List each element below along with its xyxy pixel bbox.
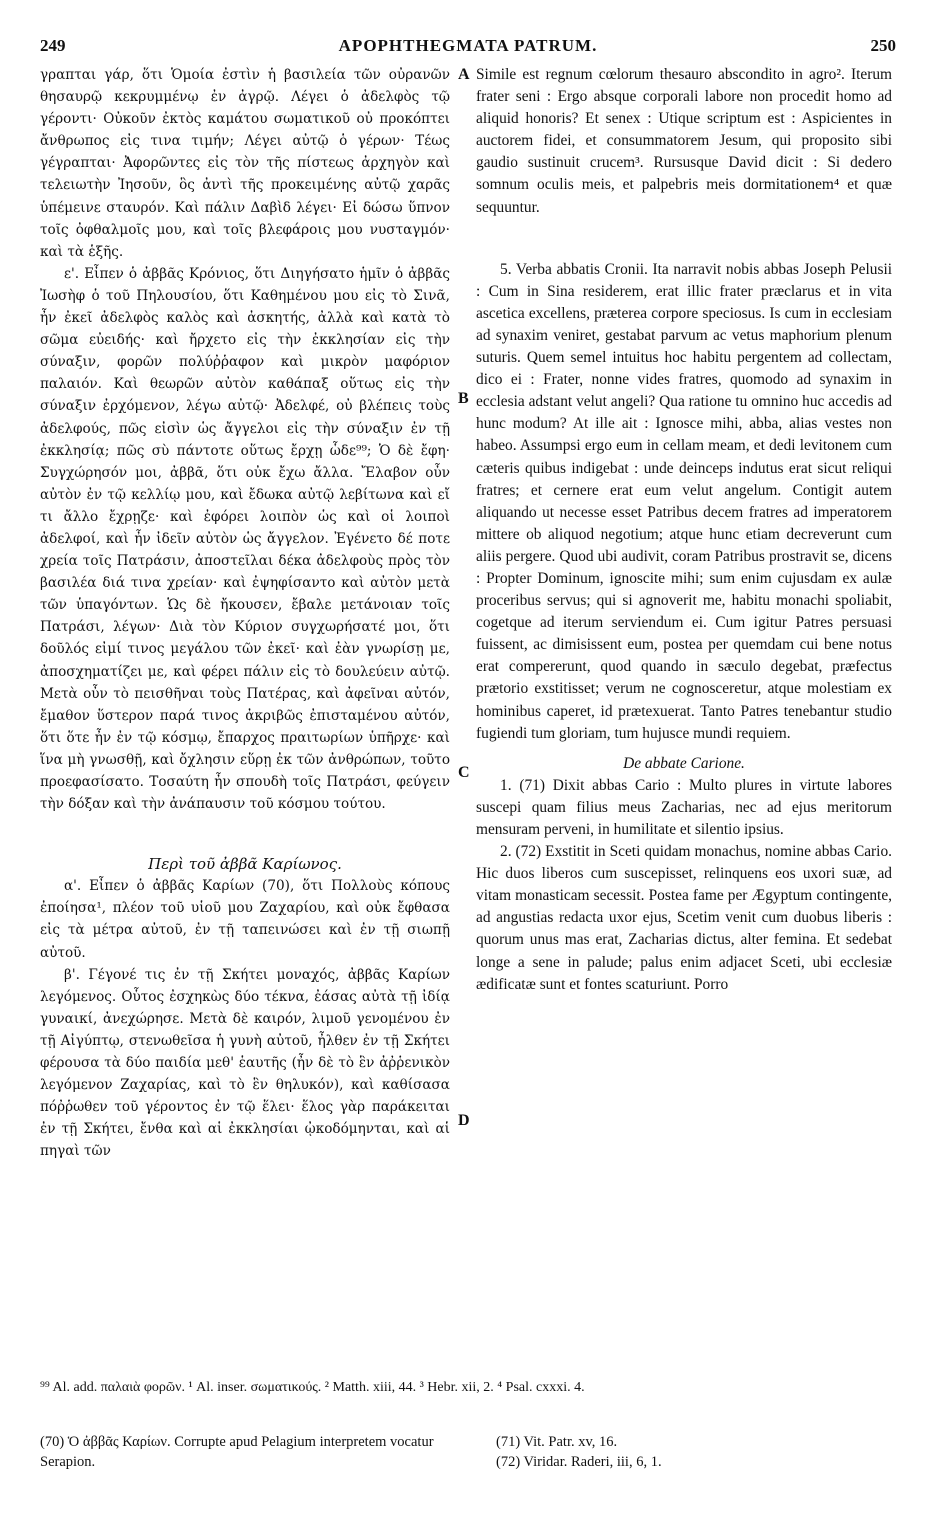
note-72: (72) Viridar. Raderi, iii, 6, 1. <box>496 1454 662 1470</box>
page-number-right: 250 <box>870 36 896 55</box>
greek-paragraph-4: β'. Γέγονέ τις ἐν τῇ Σκήτει μοναχός, ἀββᾶς Καρίων λεγόμενος. Οὗτος ἐσχηκὼς δύο τέκνα, ἐάσας αὐτὰ τῇ ἰδίᾳ γυναικί, ἀνεχώρησε. Μετὰ δὲ καιρόν, λιμοῦ γενομένου ἐν τῇ Αἰγύπτῳ, στενωθεῖσα ἡ γυνὴ αὐτοῦ, ἦλθεν ἐν τῇ Σκήτει φέρουσα τὰ δύο παιδία μεθ' ἑαυτῆς (ἦν δὲ τὸ ἓν ἀῤῥενικὸν λεγόμενον Ζαχαρίας, καὶ τὸ ἓν θηλυκόν), καὶ καθίσασα πόῤῥωθεν τοῦ γέροντος ἐν τῷ ἕλει· ἕλος γὰρ παράκειται ἐν τῇ Σκήτει, ἔνθα καὶ αἱ ἐκκλησίαι ᾠκοδόμηνται, καὶ αἱ πηγαὶ τῶν <box>40 966 450 1160</box>
notes-right <box>496 1432 896 1472</box>
latin-paragraph-2: 5. Verba abbatis Cronii. Ita narravit nobis abbas Joseph Pelusii : Cum in Sina residerem, erat illic frater præclarus et in vita ascetica excellens, præterea corpore speciosus. Is cum in ecclesiam ad synaxim veniret, gestabat parvum ac vetus maphorium plenum suturis. Quem semel intuitus hoc habitu pergentem ad collectam, dico ei : Frater, nonne vides fratres, quomodo ad synaxim in ecclesia adstant velut angeli? Qua ratione tu omnino huc accedis ad hunc modum? At ille ait : Ignosce mihi, abba, alias vestes non habeo. Assumpsi ergo eum in cellam meam, et dedi levitonem cum cæteris quibus indigebat : unde deinceps indutus erat sicut reliqui fratres; et cernere erat eum velut angelum. Contigit autem aliquando ut necesse esset Patribus decem fratres ad imperatorem mittere ob aliquod negotium; atque hunc etiam decreverunt cum aliis pergere. Quod ubi audivit, coram Patribus prostravit se, dicens : Propter Dominum, ignoscite mihi; sum enim cujusdam ex aulæ proceribus servus; qui si agnoverit me, habitu monachi spoliabit, cogetque ad iterum serviendum ei. Cum igitur Patres persuasi fuissent, ac dimisissent eum, postea per quemdam cui bene notus erat compererunt, quod quando in sæculo degebat, præfectus prætorio exstitisset; verum ne cognosceretur, atque molestiam ex hominibus caperet, id prætexuerat. Tanto Patres tenebantur studio fugiendi tum gloriam, tum hujusce mundi requiem. <box>476 260 892 742</box>
footnotes-line: ⁹⁹ Al. add. παλαιὰ φορῶν. ¹ Al. inser. σωματικούς. ² Matth. xiii, 44. ³ Hebr. xii, 2. ⁴ Psal. cxxxi. 4. <box>40 1380 585 1395</box>
margin-letter-b: B <box>458 390 469 407</box>
latin-paragraph-3: 1. (71) Dixit abbas Cario : Multo plures in virtute labores suscepi quam filius meus Zacharias, nec ad ejus meritorum mensuram perveni, in humilitate et silentio ipsius. <box>476 776 892 838</box>
page-number-left: 249 <box>40 36 66 55</box>
note-71: (71) Vit. Patr. xv, 16. <box>496 1434 618 1450</box>
running-title: APOPHTHEGMATA PATRUM. <box>338 36 598 55</box>
page-header <box>40 36 896 60</box>
greek-paragraph-3: α'. Εἶπεν ὁ ἀββᾶς Καρίων (70), ὅτι Πολλοὺς κόπους ἐποίησα¹, πλέον τοῦ υἱοῦ μου Ζαχαρίου, καὶ οὐκ ἔφθασα εἰς τὰ μέτρα αὐτοῦ, ἐν τῇ ταπεινώσει καὶ ἐν τῇ σιωπῇ αὐτοῦ. <box>40 878 450 961</box>
greek-paragraph-1: γραπται γάρ, ὅτι Ὁμοία ἐστὶν ἡ βασιλεία τῶν οὐρανῶν θησαυρῷ κεκρυμμένῳ ἐν ἀγρῷ. Λέγει ὁ ἀδελφὸς τῷ γέροντι· Οὐκοῦν ἐκτὸς καμάτου σωματικοῦ οὐ προκόπτει ἄνθρωπος εἰς τινα τιμήν; Λέγει αὐτῷ ὁ γέρων· Τέως γέγραπται· Ἀφορῶντες εἰς τὸν τῆς πίστεως ἀρχηγὸν καὶ τελειωτὴν Ἰησοῦν, ὃς ἀντὶ τῆς προκειμένης αὐτῷ χαρᾶς ὑπέμεινε σταυρόν. Καὶ πάλιν Δαβὶδ λέγει· Εἰ δώσω ὕπνον τοῖς ὀφθαλμοῖς μου, καὶ τοῖς βλεφάροις μου νυσταγμόν· καὶ τὰ ἑξῆς. <box>40 67 450 260</box>
notes-left <box>40 1432 460 1472</box>
margin-letter-c: C <box>458 764 470 781</box>
greek-paragraph-2: ε'. Εἶπεν ὁ ἀββᾶς Κρόνιος, ὅτι Διηγήσατο ἡμῖν ὁ ἀββᾶς Ἰωσὴφ ὁ τοῦ Πηλουσίου, ὅτι Καθημένου μου εἰς τὸ Σινᾶ, ἦν ἐκεῖ ἀδελφὸς καλὸς καὶ ἀσκητής, ἀλλὰ καὶ κατὰ τὸ σῶμα εὐειδής· καὶ ἤρχετο εἰς τὴν ἐκκλησίαν εἰς τὴν σύναξιν, φορῶν πολύῤῥαφον καὶ μικρὸν μαφόριον παλαιόν. Καὶ θεωρῶν αὐτὸν καθάπαξ οὕτως εἰς τὴν σύναξιν ἐρχόμενον, λέγω αὐτῷ· Ἀδελφέ, οὐ βλέπεις τοὺς ἀδελφούς, πῶς εἰσὶν ὡς ἄγγελοι εἰς τὴν σύναξιν ἐν τῇ ἐκκλησίᾳ; πῶς σὺ πάντοτε οὕτως ἔρχῃ ὧδε⁹⁹; Ὁ δὲ ἔφη· Συγχώρησόν μοι, ἀββᾶ, ὅτι οὐκ ἔχω ἄλλα. Ἔλαβον οὖν αὐτὸν ἐν τῷ κελλίῳ μου, καὶ ἔδωκα αὐτῷ λεβίτωνα καὶ εἴ τι ἄλλο ἔχρῃζε· καὶ ἐφόρει λοιπὸν ὡς καὶ οἱ λοιποὶ ἀδελφοί, καὶ ἦν ἰδεῖν αὐτὸν ὡς ἄγγελον. Ἐγένετο δέ ποτε χρεία τοῖς Πατράσιν, ἀποστεῖλαι δέκα ἀδελφοὺς πρὸς τὸν βασιλέα διά τινα χρείαν· καὶ ἐψηφίσαντο καὶ αὐτὸν μετὰ τῶν ὑπαγόντων. Ὡς δὲ ἤκουσεν, ἔβαλε μετάνοιαν τοῖς Πατράσι, λέγων· Διὰ τὸν Κύριον συγχωρήσατέ μοι, ὅτι δοῦλός εἰμί τινος μεγάλου τῶν ἐκεῖ· καὶ ἐὰν γνωρίσῃ με, ἀποσχηματίζει με, καὶ φέρει πάλιν εἰς τὸ δουλεύειν αὐτῷ. Μετὰ οὖν τὸ πεισθῆναι τοὺς Πατέρας, καὶ ἀφεῖναι αὐτόν, ἔμαθον ὕστερον παρά τινος ἀκριβῶς ἐπισταμένου αὐτόν, ὅτι ὅτε ἦν ἐν τῷ κόσμῳ, ἔπαρχος πραιτωρίων ὑπῆρχε· καὶ ἵνα μὴ γνωσθῇ, καὶ ὄχλησιν εὕρῃ ἐκ τῶν ἀνθρώπων, τοῦτο προεφασίσατο. Τοσαύτη ἦν σπουδὴ τοῖς Πατράσι, φεύγειν τὴν δόξαν καὶ τὴν ἀνάπαυσιν τοῦ κόσμου τούτου. <box>40 265 450 813</box>
greek-section-heading: Περὶ τοῦ ἀββᾶ Καρίωνος. <box>148 855 342 874</box>
latin-column <box>476 64 892 996</box>
margin-letter-a: A <box>458 66 470 83</box>
column-gap <box>476 219 892 259</box>
latin-paragraph-1: Simile est regnum cœlorum thesauro abscondito in agro². Iterum frater seni : Ergo absque corporali labore non procedit homo ad aliquid honoris? Et senex : Utique scriptum est : Aspicientes in auctorem fidei, et consummatorem Jesum, qui proposito sibi gaudio sustinuit crucem³. Rursusque David dicit : Si dedero somnum oculis meis, et palpebris meis dormitationem⁴ et quæ sequuntur. <box>476 66 892 216</box>
margin-letter-d: D <box>458 1112 470 1129</box>
latin-section-heading: De abbate Carione. <box>623 754 745 772</box>
note-70: (70) Ὁ ἀββᾶς Καρίων. Corrupte apud Pelagium interpretem vocatur Serapion. <box>40 1434 434 1470</box>
latin-paragraph-4: 2. (72) Exstitit in Sceti quidam monachus, nomine abbas Cario. Hic duos liberos cum suscepisset, relinquens eos uxori suæ, ad vitam monasticam secessit. Postea fame per Ægyptum contingente, ad angustias redacta uxor ejus, Scetim venit cum duobus liberis : quorum unus mas erat, Zacharias dictus, alter femina. Et sedebat longe a sene in palude; palus enim adjacet Sceti, ubi ecclesiæ ædificatæ sunt et fontes scaturiunt. Porro <box>476 843 892 993</box>
greek-column <box>40 64 450 1163</box>
